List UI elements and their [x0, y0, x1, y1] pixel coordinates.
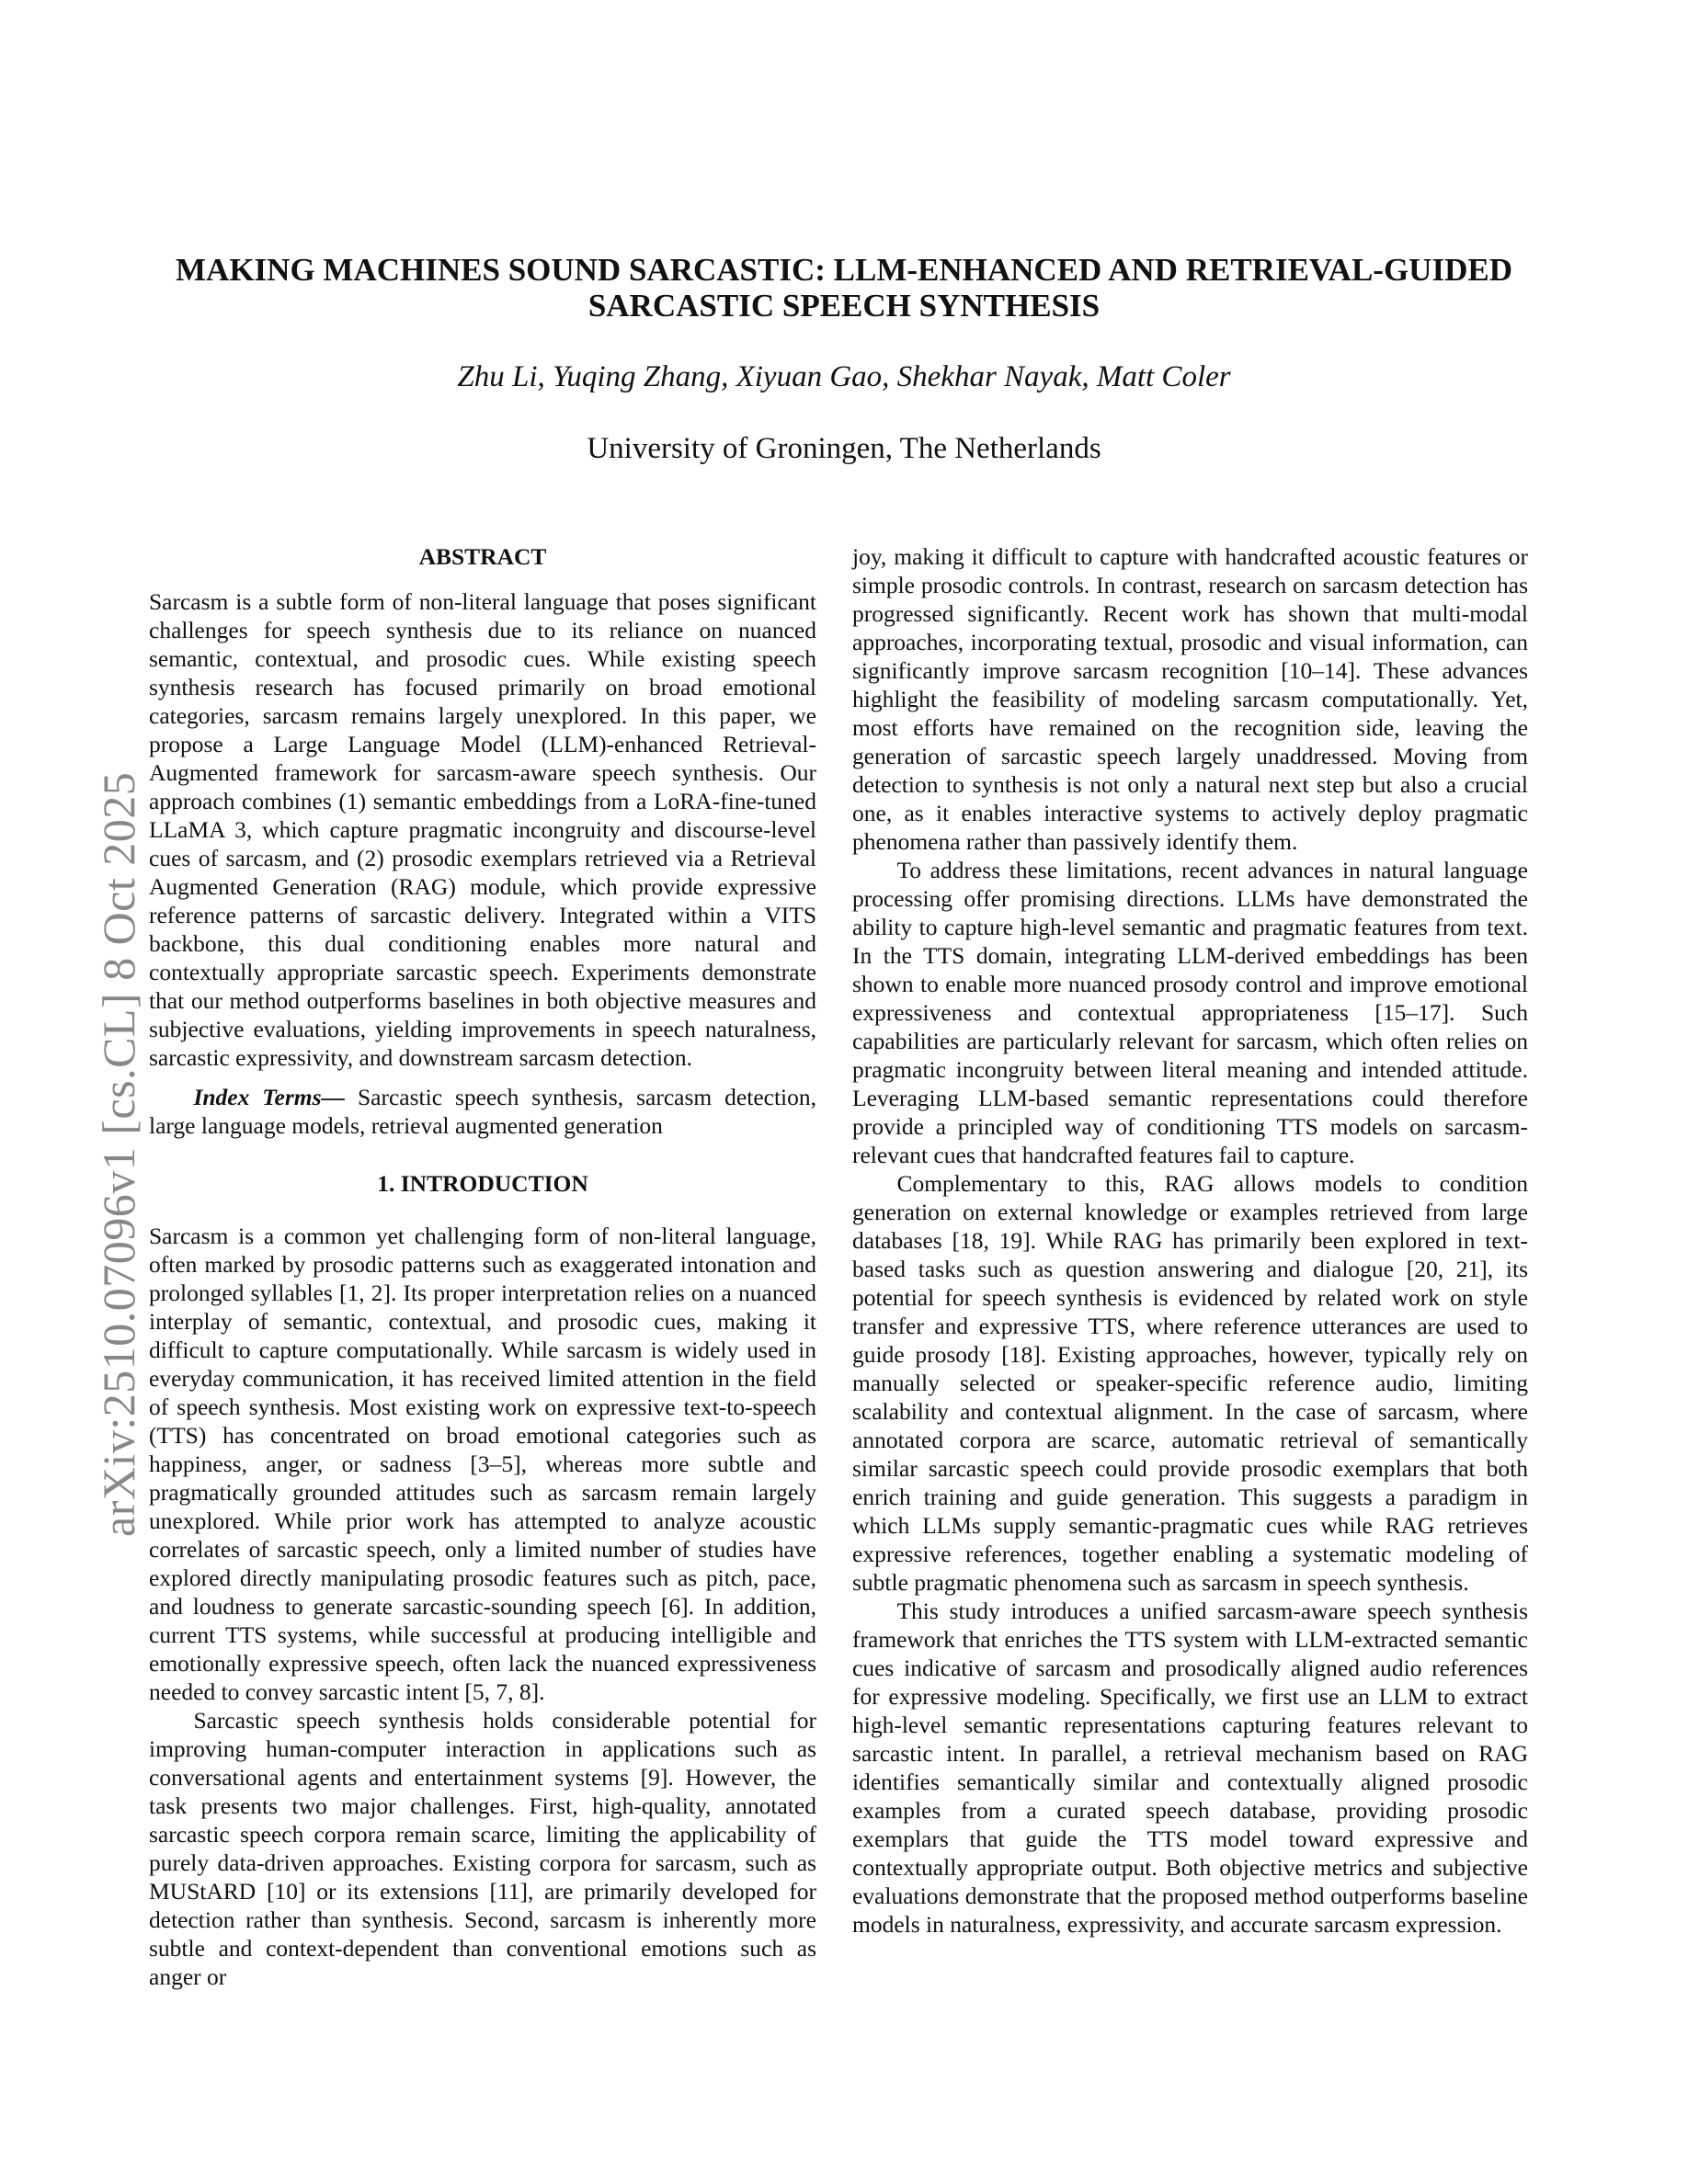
affiliation: University of Groningen, The Netherlands — [587, 432, 1101, 465]
index-terms — [149, 1083, 816, 1140]
abstract-text: Sarcasm is a subtle form of non-literal language that poses significant challenges for speech synthesis due to its reliance on nuanced semantic, contextual, and prosodic cues. While existing speech synthesis research has focused primarily on broad emotional categories, sarcasm remains largely unexplored. In this paper, we propose a Large Language Model (LLM)-enhanced Retrieval-Augmented framework for sarcasm-aware speech synthesis. Our approach combines (1) semantic embeddings from a LoRA-fine-tuned LLaMA 3, which capture pragmatic incongruity and discourse-level cues of sarcasm, and (2) prosodic exemplars retrieved via a Retrieval Augmented Generation (RAG) module, which provide expressive reference patterns of sarcastic delivery. Integrated within a VITS backbone, this dual conditioning enables more natural and contextually appropriate sarcastic speech. Experiments demonstrate that our method outperforms baselines in both objective measures and subjective evaluations, yielding improvements in speech naturalness, sarcastic expressivity, and downstream sarcasm detection. — [149, 588, 816, 1071]
paragraph: This study introduces a unified sarcasm-aware speech synthesis framework that enriches the TTS system with LLM-extracted semantic cues indicative of sarcasm and prosodically aligned audio references for expressive modeling. Specifically, we first use an LLM to extract high-level semantic representations capturing features relevant to sarcastic intent. In parallel, a retrieval mechanism based on RAG identifies semantically similar and contextually aligned prosodic examples from a curated speech database, providing prosodic exemplars that guide the TTS model toward expressive and contextually appropriate output. Both objective metrics and subjective evaluations demonstrate that the proposed method outperforms baseline models in naturalness, expressivity, and accurate sarcasm expression. — [852, 1598, 1528, 1938]
arxiv-stamp: arXiv:2510.07096v1 [cs.CL] 8 Oct 2025 — [93, 771, 144, 1537]
section-heading-introduction: 1. INTRODUCTION — [377, 1170, 588, 1197]
right-column — [852, 542, 1528, 1939]
authors: Zhu Li, Yuqing Zhang, Xiyuan Gao, Shekhar Nayak, Matt Coler — [457, 360, 1231, 393]
title-line-1: MAKING MACHINES SOUND SARCASTIC: LLM-ENHANCED AND RETRIEVAL-GUIDED — [176, 252, 1512, 288]
paper-title — [110, 252, 1578, 324]
index-terms-label: Index Terms— — [193, 1084, 346, 1110]
paragraph: Sarcasm is a common yet challenging form of non-literal language, often marked by prosodic patterns such as exaggerated intonation and prolonged syllables [1, 2]. Its proper interpretation relies on a nuanced interplay of semantic, contextual, and prosodic cues, making it difficult to capture computationally. While sarcasm is widely used in everyday communication, it has received limited attention in the field of speech synthesis. Most existing work on expressive text-to-speech (TTS) has concentrated on broad emotional categories such as happiness, anger, or sadness [3–5], whereas more subtle and pragmatically grounded attitudes such as sarcasm remain largely unexplored. While prior work has attempted to analyze acoustic correlates of sarcastic speech, only a limited number of studies have explored directly manipulating prosodic features such as pitch, pace, and loudness to generate sarcastic-sounding speech [6]. In addition, current TTS systems, while successful at producing intelligible and emotionally expressive speech, often lack the nuanced expressiveness needed to convey sarcastic intent [5, 7, 8]. — [149, 1223, 816, 1705]
index-terms-text: Sarcastic speech synthesis, sarcasm detection, large language models, retrieval augmented generation — [149, 1084, 816, 1139]
paragraph: joy, making it difficult to capture with handcrafted acoustic features or simple prosodic controls. In contrast, research on sarcasm detection has progressed significantly. Recent work has shown that multi-modal approaches, incorporating textual, prosodic and visual information, can significantly improve sarcasm recognition [10–14]. These advances highlight the feasibility of modeling sarcasm computationally. Yet, most efforts have remained on the recognition side, leaving the generation of sarcastic speech largely unaddressed. Moving from detection to synthesis is not only a natural next step but also a crucial one, as it enables interactive systems to actively deploy pragmatic phenomena rather than passively identify them. — [852, 543, 1528, 855]
abstract-heading: ABSTRACT — [418, 543, 547, 570]
title-line-2: SARCASTIC SPEECH SYNTHESIS — [587, 288, 1101, 324]
left-column — [149, 542, 816, 1991]
paragraph: Complementary to this, RAG allows models to condition generation on external knowledge or examples retrieved from large databases [18, 19]. While RAG has primarily been explored in text-based tasks such as question answering and dialogue [20, 21], its potential for speech synthesis is evidenced by related work on style transfer and expressive TTS, where reference utterances are used to guide prosody [18]. Existing approaches, however, typically rely on manually selected or speaker-specific reference audio, limiting scalability and contextual alignment. In the case of sarcasm, where annotated corpora are scarce, automatic retrieval of semantically similar sarcastic speech could provide prosodic exemplars that both enrich training and guide generation. This suggests a paradigm in which LLMs supply semantic-pragmatic cues while RAG retrieves expressive references, together enabling a systematic modeling of subtle pragmatic phenomena such as sarcasm in speech synthesis. — [852, 1170, 1528, 1596]
paragraph: To address these limitations, recent advances in natural language processing offer promising directions. LLMs have demonstrated the ability to capture high-level semantic and pragmatic features from text. In the TTS domain, integrating LLM-derived embeddings has been shown to enable more nuanced prosody control and improve emotional expressiveness and contextual appropriateness [15–17]. Such capabilities are particularly relevant for sarcasm, which often relies on pragmatic incongruity between literal meaning and intended attitude. Leveraging LLM-based semantic representations could therefore provide a principled way of conditioning TTS models on sarcasm-relevant cues that handcrafted features fail to capture. — [852, 857, 1528, 1168]
paragraph: Sarcastic speech synthesis holds considerable potential for improving human-computer interaction in applications such as conversational agents and entertainment systems [9]. However, the task presents two major challenges. First, high-quality, annotated sarcastic speech corpora remain scarce, limiting the applicability of purely data-driven approaches. Existing corpora for sarcasm, such as MUStARD [10] or its extensions [11], are primarily developed for detection rather than synthesis. Second, sarcasm is inherently more subtle and context-dependent than conventional emotions such as anger or — [149, 1707, 816, 1990]
